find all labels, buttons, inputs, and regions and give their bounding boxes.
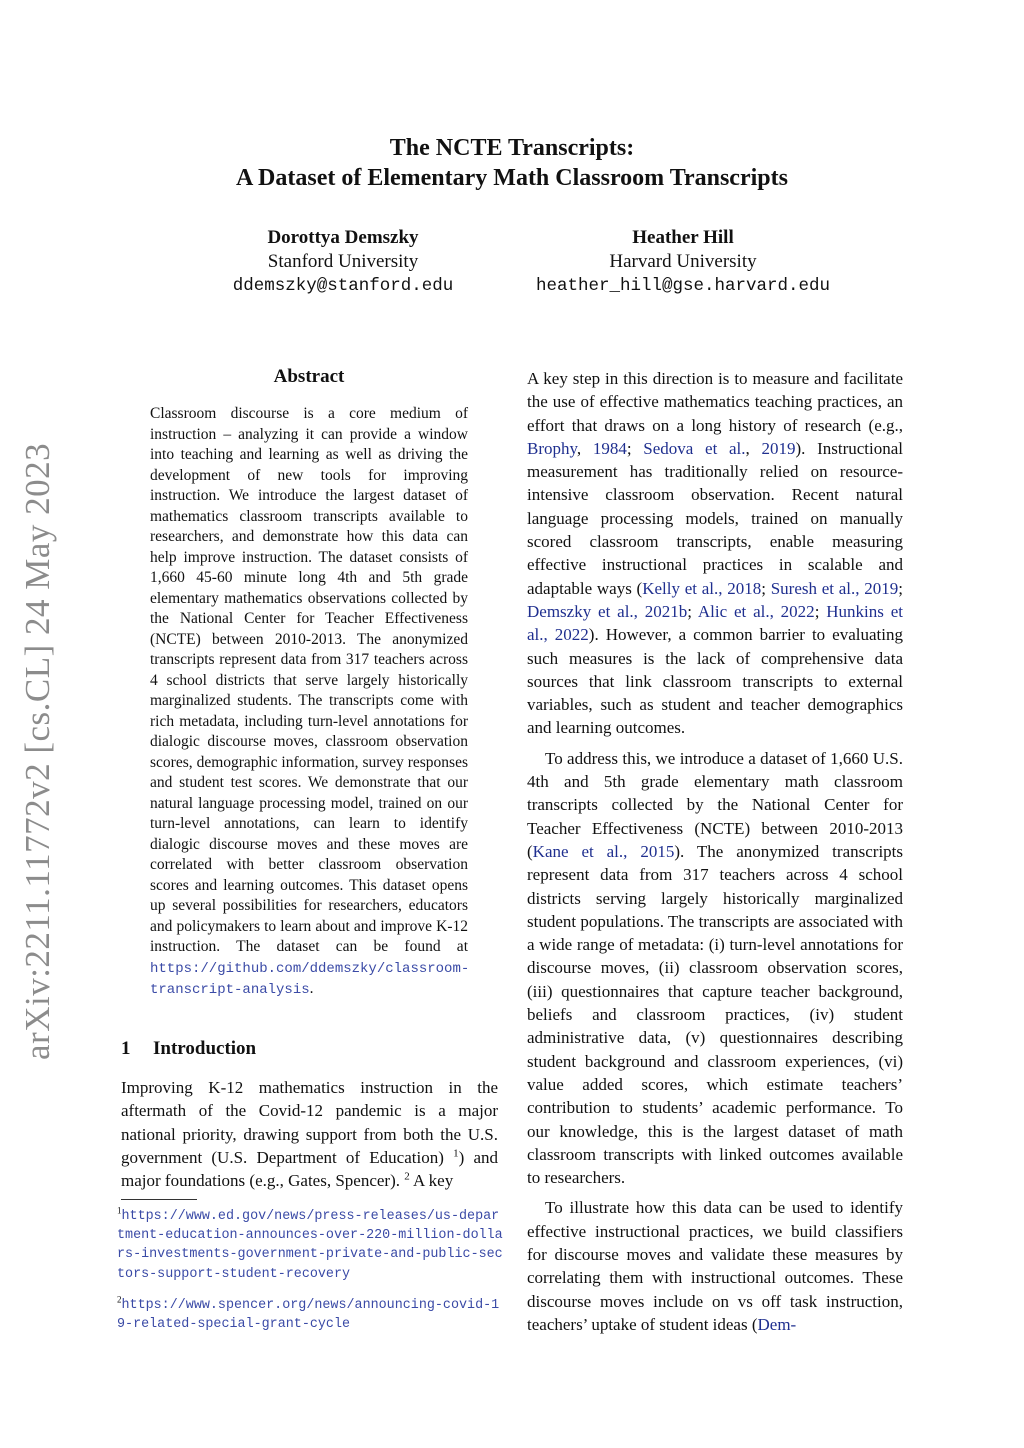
citation[interactable]: Suresh et al., 2019 [770, 578, 899, 598]
citation[interactable]: Demszky et al., 2021b [527, 601, 688, 621]
section-number: 1 [121, 1038, 131, 1059]
citation[interactable]: Kelly et al., 2018 [642, 578, 762, 598]
author-block [503, 226, 863, 298]
citation[interactable]: Kane et al., 2015 [532, 841, 675, 861]
citation[interactable]: Sedova et al. [643, 438, 746, 458]
footnote-link[interactable]: https://www.spencer.org/news/announcing-covid-19-related-special-grant-cycle [117, 1298, 500, 1333]
author-affiliation: Harvard University [609, 251, 757, 272]
abstract-body [150, 404, 468, 1001]
intro-paragraph-continued: A key step in this direction is to measure and facilitate the use of effective mathematics teaching practices, an effort that draws on a long history of research (e.g., Brophy, 1984; Sedova et al., 2019). Instructional measurement has traditionally relied on resource-intensive classroom observation. Recent natural language processing models, trained on manually scored classroom transcripts, enable measuring effective instructional practices in scalable and adaptable ways (Kelly et al., 2018; Suresh et al., 2019; Demszky et al., 2021b; Alic et al., 2022; Hunkins et al., 2022). However, a common barrier to evaluating such measures is the lack of comprehensive data sources that link classroom transcripts to external variables, such as student and teacher demographics and learning outcomes. [527, 369, 903, 738]
intro-text: Improving K-12 mathematics instruction in the aftermath of the Covid-12 pandemic is a major national priority, drawing support from both the U.S. government (U.S. Department of Education) [121, 1078, 498, 1167]
intro-paragraph: Improving K-12 mathematics instruction in the aftermath of the Covid-12 pandemic is a major national priority, drawing support from both the U.S. government (U.S. Department of Education) $^1$) and major foundations (e.g., Gates, Spencer). $^2$ A key [121, 1078, 499, 1191]
author-affiliation: Stanford University [267, 251, 419, 272]
citation[interactable]: Dem- [757, 1314, 797, 1334]
paper-title [0, 133, 1024, 193]
intro-text: ). However, a common barrier to evaluating such measures is the lack of comprehensive data sources that link classroom transcripts to external variables, such as student and teacher demographics and learning outcomes. [527, 625, 903, 738]
right-column [527, 367, 903, 1336]
abstract-end: . [309, 980, 314, 997]
arxiv-identifier: arXiv:2211.11772v2 [cs.CL] 24 May 2023 [18, 442, 57, 1060]
author-email: heather_hill@gse.harvard.edu [535, 276, 831, 296]
citation-year[interactable]: 2019 [761, 438, 796, 458]
title-line-1: The NCTE Transcripts: [389, 135, 635, 161]
author-name: Heather Hill [632, 227, 734, 248]
citation-year[interactable]: 1984 [592, 438, 627, 458]
intro-text: To address this, we introduce a dataset of 1,660 U.S. 4th and 5th grade elementary math classroom transcripts collected by the National Center for Teacher Effectiveness (NCTE) between 2010-2013 ( [527, 748, 903, 861]
footnote-number: 2 [117, 1294, 122, 1305]
title-line-2: A Dataset of Elementary Math Classroom Transcripts [236, 165, 788, 191]
author-email: ddemszky@stanford.edu [232, 276, 454, 296]
abstract-text: Classroom discourse is a core medium of instruction – analyzing it can provide a window into teaching and learning as well as driving the development of new tools for improving instruction. We introduce the largest dataset of mathematics classroom transcripts available to researchers, and demonstrate how this data can help improve instruction. The dataset consists of 1,660 45-60 minute long 4th and 5th grade elementary mathematics observations collected by the National Center for Teacher Effectiveness (NCTE) between 2010-2013. The anonymized transcripts represent data from 317 teachers across 4 school districts that serve largely historically marginalized students. The transcripts come with rich metadata, including turn-level annotations for dialogic discourse moves, classroom observation scores, demographic information, survey responses and student test scores. We demonstrate that our natural language processing model, trained on our turn-level annotations, can learn to identify dialogic discourse moves and these moves are correlated with better classroom observation scores and learning outcomes. This dataset opens up several possibilities for researchers, educators and policymakers to learn about and improve K-12 instruction. The dataset can be found at [150, 405, 468, 955]
author-block [163, 226, 523, 298]
footnote-divider [121, 1199, 197, 1200]
intro-text: To illustrate how this data can be used to identify effective instructional practices, we build classifiers for discourse moves and validate these measures by correlating them with instructional outcomes. These discourse moves include on vs off task instruction, teachers’ uptake of student ideas ( [527, 1198, 903, 1334]
dataset-link[interactable]: https://github.com/ddemszky/classroom-transcript-analysis [150, 960, 470, 998]
citation[interactable]: Brophy [527, 438, 577, 458]
footnote-link[interactable]: https://www.ed.gov/news/press-releases/us-department-education-announces-over-220-million-dollars-investments-government-private-and-public-sectors-support-student-recovery [117, 1209, 503, 1282]
citation[interactable]: Hunkins et al., 2022 [527, 601, 903, 645]
citation[interactable]: Alic et al., 2022 [697, 601, 815, 621]
footnote [117, 1295, 503, 1333]
intro-text: ) and major foundations (e.g., Gates, Spencer). [121, 1147, 499, 1191]
footnote-marker[interactable]: 2 [404, 1170, 410, 1183]
footnote-number: 1 [117, 1205, 122, 1216]
abstract-heading: Abstract [273, 366, 345, 387]
intro-text: ). The anonymized transcripts represent data from 317 teachers across 4 school districts serving largely historically marginalized student populations. The transcripts are associated with a wide range of metadata: (i) turn-level annotations for discourse moves, (ii) classroom observation scores, (iii) questionnaires that capture teacher background, beliefs and classroom practices, (iv) student administrative data, (v) questionnaires describing student background and classroom experiences, (vi) value added scores, which estimate teachers’ contribution to students’ academic performance. To our knowledge, this is the largest dataset of math classroom transcripts with linked outcomes available to researchers. [527, 841, 904, 1188]
footnote-marker[interactable]: 1 [453, 1147, 459, 1160]
intro-text: ). Instructional measurement has traditionally relied on resource-intensive classroom observation. Recent natural language processing models, trained on manually scored classroom transcripts, enable measuring effective instructional practices in scalable and adaptable ways ( [527, 438, 903, 598]
section-title: Introduction [153, 1038, 257, 1059]
section-heading [121, 1038, 256, 1060]
intro-text: A key step in this direction is to measure and facilitate the use of effective mathematics teaching practices, an effort that draws on a long history of research (e.g., [527, 369, 903, 435]
intro-paragraph-3 [527, 1196, 903, 1336]
intro-paragraph-2 [527, 747, 903, 1190]
author-name: Dorottya Demszky [267, 227, 419, 248]
footnote [117, 1206, 503, 1283]
